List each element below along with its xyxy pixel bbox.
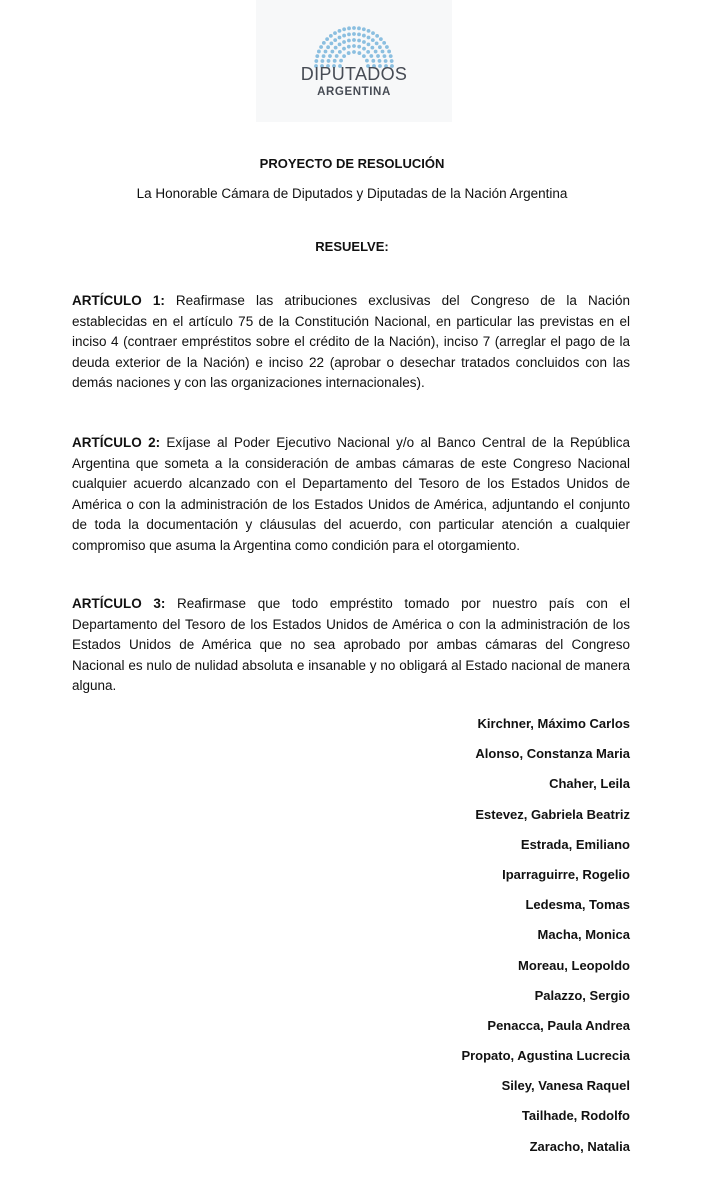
- hemicycle-seat-dot: [326, 45, 330, 49]
- hemicycle-seat-dot: [352, 50, 356, 54]
- hemicycle-seat-dot: [381, 50, 385, 54]
- hemicycle-seat-dot: [317, 50, 321, 54]
- hemicycle-seat-dot: [357, 32, 361, 36]
- signer-name: Palazzo, Sergio: [534, 987, 630, 1003]
- article-2: [72, 433, 630, 556]
- hemicycle-seat-dot: [371, 59, 375, 63]
- hemicycle-seat-dot: [362, 27, 366, 31]
- hemicycle-seat-dot: [357, 26, 361, 30]
- hemicycle-seat-dot: [342, 40, 346, 44]
- signer-name: Zaracho, Natalia: [529, 1138, 630, 1154]
- hemicycle-seat-dot: [338, 50, 342, 54]
- signer-name: Estevez, Gabriela Beatriz: [475, 806, 630, 822]
- hemicycle-seat-dot: [371, 38, 375, 42]
- hemicycle-seat-dot: [322, 41, 326, 45]
- article-text: Reafirmase las atribuciones exclusivas del Congreso de la Nación establecidas en el artículo 75 de la Constitución Nacional, en particular las previstas en el inciso 4 (contraer empréstitos sobre el crédito de la Nación), inciso 7 (arreglar el pago de la deuda exterior de la Nación) e inciso 22 (aprobar o desechar tratados concluidos con las demás naciones y con las organizaciones internacionales).: [72, 293, 630, 390]
- signer-name: Estrada, Emiliano: [520, 836, 630, 852]
- hemicycle-seat-dot: [352, 44, 356, 48]
- hemicycle-seat-dot: [374, 50, 378, 54]
- hemicycle-seat-dot: [362, 54, 366, 58]
- article-3: [72, 594, 630, 697]
- hemicycle-seat-dot: [375, 34, 379, 38]
- hemicycle-seat-dot: [347, 32, 351, 36]
- hemicycle-seat-dot: [329, 34, 333, 38]
- hemicycle-seat-dot: [333, 59, 337, 63]
- hemicycle-seat-dot: [365, 59, 369, 63]
- hemicycle-seat-dot: [371, 31, 375, 35]
- signer-name: Kirchner, Máximo Carlos: [477, 716, 630, 731]
- hemicycle-seat-dot: [376, 54, 380, 58]
- article-label: ARTÍCULO 2:: [72, 435, 161, 450]
- hemicycle-seat-dot: [342, 34, 346, 38]
- hemicycle-seat-dot: [335, 54, 339, 58]
- hemicycle-seat-dot: [347, 45, 351, 49]
- hemicycle-seat-dot: [382, 41, 386, 45]
- hemicycle-seat-dot: [347, 51, 351, 55]
- hemicycle-seat-dot: [362, 40, 366, 44]
- article-text: Exíjase al Poder Ejecutivo Nacional y/o al Banco Central de la República Argentina que someta a la consideración de ambas cámaras de este Congreso Nacional cualquier acuerdo alcanzado con el Departamento del Tesoro de los Estados Unidos de América o con la administración de los Estados Unidos de América, adjuntando el conjunto de toda la documentación y cláusulas del acuerdo, con particular atención a cualquier compromiso que asuma la Argentina como condición para el otorgamiento.: [72, 435, 630, 553]
- signer-name: Tailhade, Rodolfo: [521, 1108, 630, 1124]
- hemicycle-seat-dot: [325, 37, 329, 41]
- article-1: [72, 291, 630, 394]
- hemicycle-seat-dot: [314, 59, 318, 63]
- hemicycle-seat-dot: [384, 59, 388, 63]
- hemicycle-seat-dot: [362, 47, 366, 51]
- hemicycle-seat-dot: [342, 47, 346, 51]
- article-text: Reafirmase que todo empréstito tomado por nuestro país con el Departamento del Tesoro de los Estados Unidos de América o con la administración de los Estados Unidos de América que no sea aprobado por ambas cámaras del Congreso Nacional es nulo de nulidad absoluta e insanable y no obligará al Estado nacional de manera alguna.: [72, 596, 630, 693]
- hemicycle-seat-dot: [347, 26, 351, 30]
- hemicycle-seat-dot: [322, 54, 326, 58]
- signer-name: Chaher, Leila: [549, 776, 630, 792]
- hemicycle-seat-dot: [320, 59, 324, 63]
- hemicycle-seat-dot: [357, 39, 361, 43]
- hemicycle-seat-dot: [342, 54, 346, 58]
- hemicycle-seat-dot: [327, 59, 331, 63]
- hemicycle-seat-dot: [378, 45, 382, 49]
- hemicycle-seat-dot: [342, 27, 346, 31]
- hemicycle-seat-dot: [389, 54, 393, 58]
- logo-title: DIPUTADOS: [300, 64, 408, 84]
- hemicycle-seat-dot: [357, 51, 361, 55]
- hemicycle-seat-dot: [352, 26, 356, 30]
- hemicycle-seat-dot: [338, 36, 342, 40]
- hemicycle-seat-dot: [385, 45, 389, 49]
- signer-name: Siley, Vanesa Raquel: [501, 1078, 630, 1094]
- hemicycle-seat-dot: [330, 50, 334, 54]
- signer-name: Moreau, Leopoldo: [518, 957, 630, 973]
- hemicycle-seat-dot: [338, 42, 342, 46]
- article-label: ARTÍCULO 1:: [72, 293, 165, 308]
- hemicycle-seat-dot: [357, 45, 361, 49]
- article-label: ARTÍCULO 3:: [72, 596, 166, 611]
- document-title: PROYECTO DE RESOLUCIÓN: [259, 156, 445, 171]
- signer-name: Iparraguirre, Rogelio: [502, 866, 630, 882]
- hemicycle-seat-dot: [367, 36, 371, 40]
- hemicycle-seat-dot: [367, 42, 371, 46]
- hemicycle-seat-dot: [319, 45, 323, 49]
- hemicycle-seat-dot: [387, 50, 391, 54]
- hemicycle-seat-dot: [324, 50, 328, 54]
- hemicycle-seat-dot: [383, 54, 387, 58]
- hemicycle-seat-dot: [362, 34, 366, 38]
- hemicycle-seat-dot: [339, 59, 343, 63]
- signer-name: Penacca, Paula Andrea: [487, 1017, 630, 1033]
- document-subtitle: La Honorable Cámara de Diputados y Diputadas de la Nación Argentina: [136, 186, 568, 201]
- hemicycle-seat-dot: [379, 37, 383, 41]
- signer-name: Propato, Agustina Lucrecia: [461, 1048, 630, 1064]
- hemicycle-seat-dot: [338, 29, 342, 33]
- hemicycle-seat-dot: [370, 46, 374, 50]
- signer-name: Ledesma, Tomas: [525, 897, 630, 913]
- hemicycle-seat-dot: [315, 54, 319, 58]
- congress-hemicycle-icon: [306, 26, 402, 68]
- hemicycle-seat-dot: [390, 59, 394, 63]
- hemicycle-seat-dot: [378, 59, 382, 63]
- logo-subtitle: ARGENTINA: [317, 86, 391, 98]
- hemicycle-seat-dot: [367, 29, 371, 33]
- signer-name: Alonso, Constanza Maria: [475, 746, 630, 762]
- hemicycle-seat-dot: [328, 54, 332, 58]
- hemicycle-seat-dot: [334, 46, 338, 50]
- hemicycle-seat-dot: [369, 54, 373, 58]
- signer-name: Macha, Monica: [537, 927, 630, 943]
- hemicycle-seat-dot: [352, 38, 356, 42]
- signers-list: [330, 714, 630, 1167]
- diputados-logo: [256, 0, 452, 122]
- resuelve-heading: RESUELVE:: [315, 239, 389, 254]
- hemicycle-seat-dot: [366, 50, 370, 54]
- hemicycle-seat-dot: [329, 41, 333, 45]
- hemicycle-seat-dot: [333, 38, 337, 42]
- hemicycle-seat-dot: [333, 31, 337, 35]
- hemicycle-seat-dot: [352, 32, 356, 36]
- hemicycle-seat-dot: [347, 39, 351, 43]
- hemicycle-seat-dot: [375, 41, 379, 45]
